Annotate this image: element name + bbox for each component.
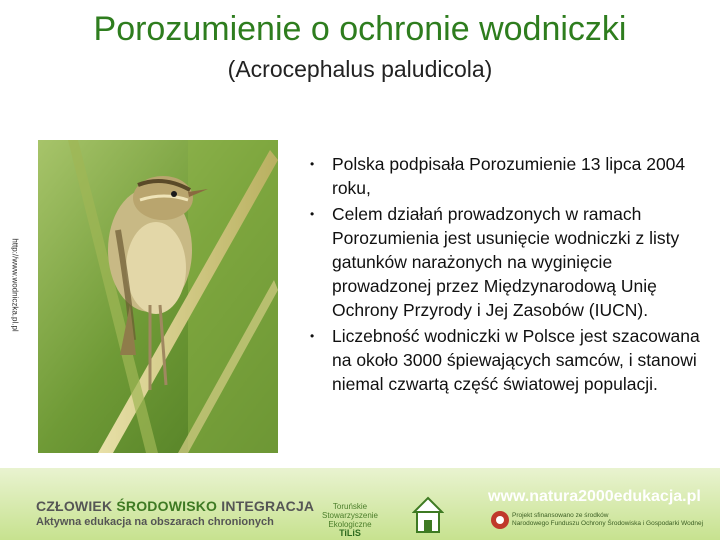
project-line2: Narodowego Funduszu Ochrony Środowiska i Gospodarki Wodnej <box>512 520 704 527</box>
footer-project-note <box>512 512 712 528</box>
photo-credit <box>8 230 22 340</box>
bullet-text: Celem działań prowadzonych w ramach Porozumienia jest usunięcie wodniczki z listy gatunków narażonych na wyginięcie prowadzonej przez Międzynarodową Unię Ochrony Przyrody i Jej Zasobów (IUCN). <box>332 204 680 320</box>
footer-logo-line2: Aktywna edukacja na obszarach chronionych <box>36 516 274 528</box>
footer-logo-line1 <box>36 498 314 514</box>
tilis-line4: TiLiS <box>339 528 361 538</box>
logo-word-integracja: INTEGRACJA <box>221 498 315 514</box>
bullet-text: Liczebność wodniczki w Polsce jest szacowana na około 3000 śpiewających samców, i stanowi niemal czwartą część światowej populacji. <box>332 326 700 394</box>
slide-title: Porozumienie o ochronie wodniczki <box>93 10 627 48</box>
bullet-item <box>300 324 700 396</box>
footer-banner <box>0 468 720 540</box>
logo-word-srodowisko: ŚRODOWISKO <box>116 498 218 514</box>
photo-credit-text: http://www.wodniczka.pl.pl <box>10 238 20 332</box>
bullet-list <box>300 152 700 398</box>
nfos-logo-icon <box>490 510 510 530</box>
tilis-line2: Stowarzyszenie <box>321 511 379 520</box>
slide-subtitle: (Acrocephalus paludicola) <box>227 56 493 82</box>
bullet-item <box>300 152 700 200</box>
bullet-item <box>300 202 700 322</box>
bullet-dot-icon: • <box>310 157 315 171</box>
bullet-dot-icon: • <box>310 329 315 343</box>
project-line1: Projekt sfinansowano ze środków <box>512 512 609 519</box>
bullet-text: Polska podpisała Porozumienie 13 lipca 2004 roku, <box>332 154 686 198</box>
logo-word-czlowiek: CZŁOWIEK <box>36 498 113 514</box>
bird-photo-illustration <box>38 140 278 453</box>
footer-url: www.natura2000edukacja.pl <box>488 488 701 505</box>
tilis-line3: Ekologiczne <box>328 520 372 529</box>
tilis-line1: Toruńskie <box>332 502 368 511</box>
house-logo-icon <box>412 496 444 536</box>
footer-logo <box>36 498 314 528</box>
tilis-logo <box>310 502 390 538</box>
bird-photo <box>38 140 278 453</box>
bullet-dot-icon: • <box>310 207 315 221</box>
